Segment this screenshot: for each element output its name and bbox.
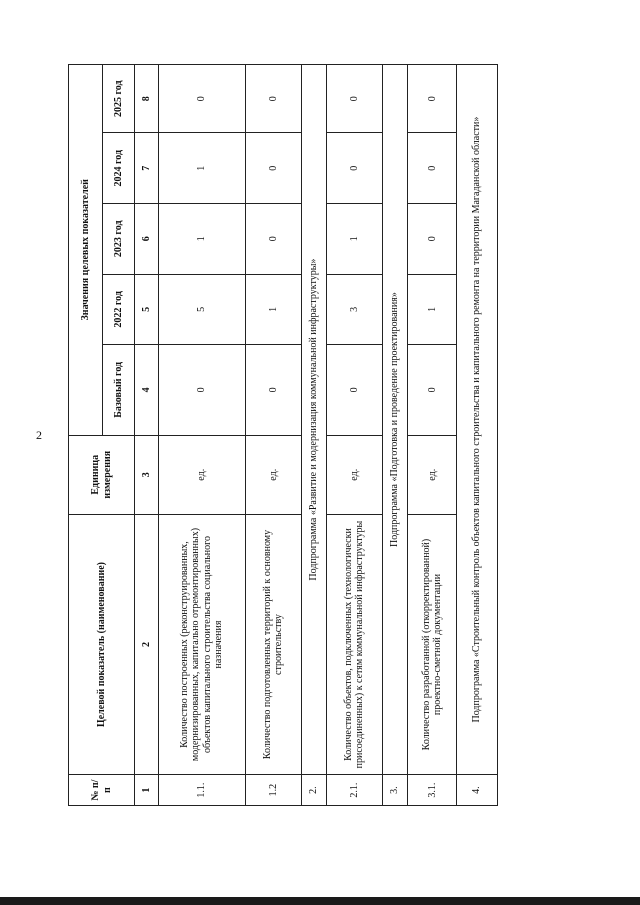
row-value: 0 xyxy=(327,133,382,204)
row-value: 1 xyxy=(327,204,382,275)
section-title: Подпрограмма «Строительный контроль объектов капитального строительства и капитального ремонта на территории Магаданской области» xyxy=(457,65,498,775)
header-year-2022: 2022 год xyxy=(103,274,135,345)
bottom-scan-edge xyxy=(0,897,640,905)
row-unit: ед. xyxy=(246,435,301,514)
row-indicator-name: Количество объектов, подключенных (технологически присоединенных) к сетям коммунальной инфраструктуры xyxy=(327,514,382,774)
col-number: 1 xyxy=(135,775,158,806)
row-value: 0 xyxy=(158,65,246,133)
row-value: 0 xyxy=(246,204,301,275)
section-row xyxy=(301,65,327,806)
row-value: 0 xyxy=(408,345,457,435)
row-value: 0 xyxy=(408,133,457,204)
row-value: 0 xyxy=(408,65,457,133)
section-num: 3. xyxy=(382,775,408,806)
row-unit: ед. xyxy=(408,435,457,514)
header-indicator: Целевой показатель (наименование) xyxy=(69,514,135,774)
row-value: 0 xyxy=(246,133,301,204)
row-num: 3.1. xyxy=(408,775,457,806)
table-row xyxy=(246,65,301,806)
row-value: 0 xyxy=(408,204,457,275)
row-value: 1 xyxy=(246,274,301,345)
row-value: 3 xyxy=(327,274,382,345)
col-number: 8 xyxy=(135,65,158,133)
row-value: 5 xyxy=(158,274,246,345)
col-number: 6 xyxy=(135,204,158,275)
col-number: 2 xyxy=(135,514,158,774)
row-indicator-name: Количество построенных (реконструированных, модернизированных, капитально отремонтированных) объектов капитального строительства социального назначения xyxy=(158,514,246,774)
row-num: 1.1. xyxy=(158,775,246,806)
row-unit: ед. xyxy=(158,435,246,514)
row-value: 1 xyxy=(408,274,457,345)
section-row xyxy=(457,65,498,806)
row-value: 1 xyxy=(158,204,246,275)
section-title: Подпрограмма «Развитие и модернизация коммунальной инфраструктуры» xyxy=(301,65,327,775)
row-value: 0 xyxy=(327,65,382,133)
header-year-2025: 2025 год xyxy=(103,65,135,133)
header-year-2023: 2023 год xyxy=(103,204,135,275)
row-indicator-name: Количество разработанной (откорректированной) проектно-сметной документации xyxy=(408,514,457,774)
row-value: 1 xyxy=(158,133,246,204)
row-value: 0 xyxy=(327,345,382,435)
section-num: 2. xyxy=(301,775,327,806)
header-unit: Единица измерения xyxy=(69,435,135,514)
section-title: Подпрограмма «Подготовка и проведение проектирования» xyxy=(382,65,408,775)
row-num: 1.2 xyxy=(246,775,301,806)
rotated-table-wrapper xyxy=(68,64,498,806)
col-number: 5 xyxy=(135,274,158,345)
header-year-base: Базовый год xyxy=(103,345,135,435)
indicators-table xyxy=(68,64,498,806)
row-unit: ед. xyxy=(327,435,382,514)
row-value: 0 xyxy=(246,345,301,435)
table-row xyxy=(327,65,382,806)
section-row xyxy=(382,65,408,806)
table-row xyxy=(158,65,246,806)
table-row xyxy=(408,65,457,806)
col-number: 3 xyxy=(135,435,158,514)
col-number: 4 xyxy=(135,345,158,435)
rotated-table-content xyxy=(68,64,498,806)
header-year-2024: 2024 год xyxy=(103,133,135,204)
row-value: 0 xyxy=(158,345,246,435)
row-value: 0 xyxy=(246,65,301,133)
row-indicator-name: Количество подготовленных территорий к основному строительству xyxy=(246,514,301,774)
header-num: № п/п xyxy=(69,775,135,806)
page-number: 2 xyxy=(36,428,42,442)
header-values-group: Значения целевых показателей xyxy=(69,65,103,436)
section-num: 4. xyxy=(457,775,498,806)
row-num: 2.1. xyxy=(327,775,382,806)
col-number: 7 xyxy=(135,133,158,204)
